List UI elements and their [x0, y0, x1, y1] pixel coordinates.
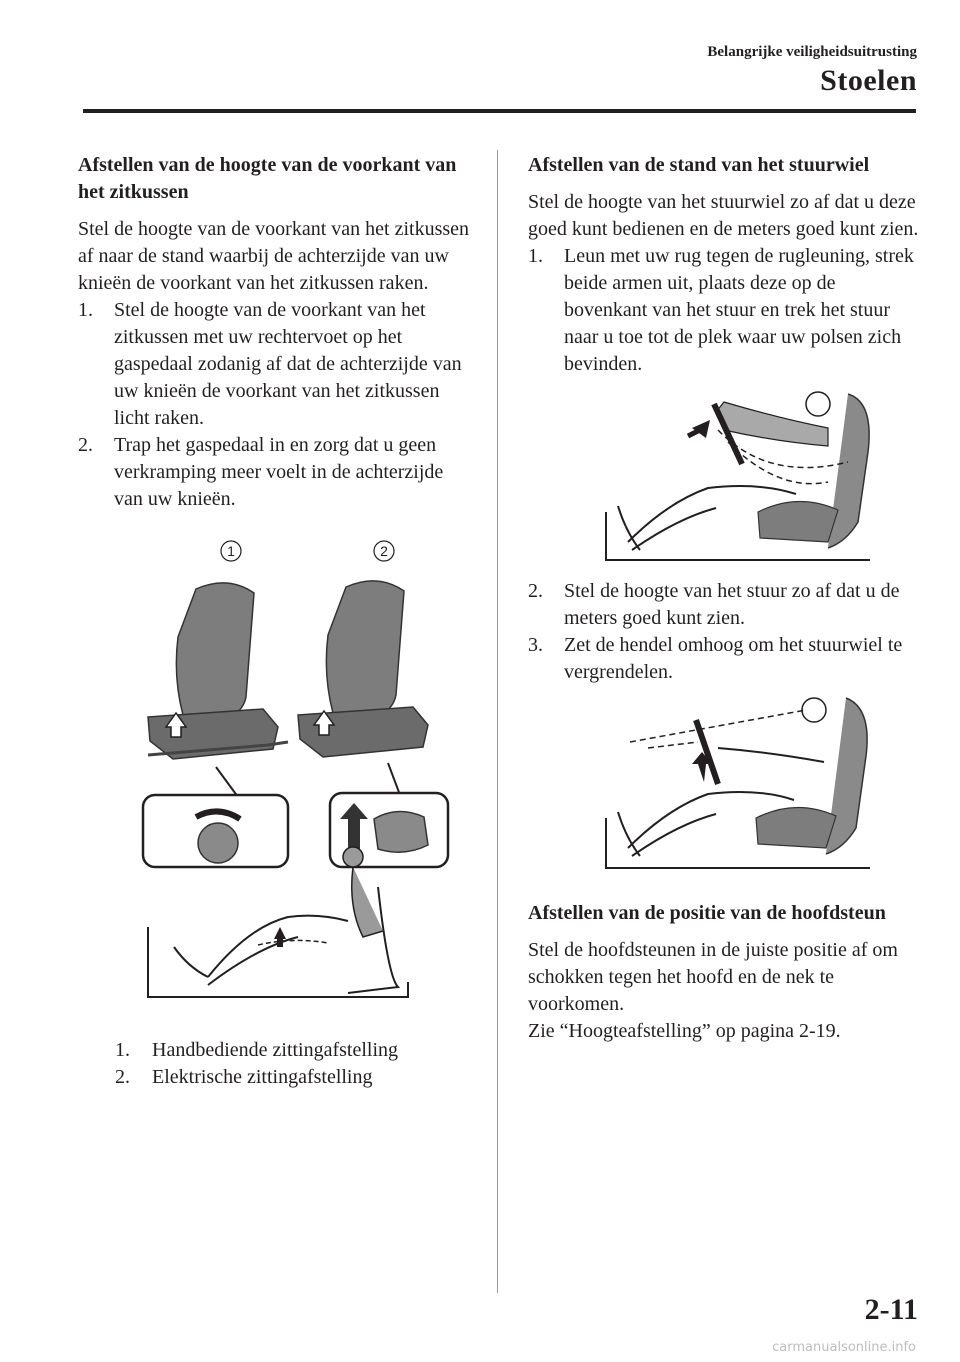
right-column — [528, 152, 920, 1045]
section-label: Belangrijke veiligheidsuitrusting — [707, 44, 917, 60]
steering-height-illustration — [528, 692, 920, 880]
seat-steps-list — [78, 297, 472, 513]
watermark-text: carmanualsonline.info — [772, 1340, 916, 1355]
header-rule — [83, 109, 916, 113]
page-number: 2-11 — [864, 1293, 918, 1326]
steering-steps-list-2 — [528, 578, 920, 686]
list-item: 2. Elektrische zittingafstelling — [115, 1066, 373, 1088]
svg-text:1: 1 — [227, 543, 235, 559]
intro-seat-front-height: Stel de hoogte van de voorkant van het zitkussen af naar de stand waarbij de achterzijde van uw knieën de voorkant van het zitkussen raken. — [78, 218, 470, 294]
intro-steering-wheel: Stel de hoogte van het stuurwiel zo af dat u deze goed kunt bedienen en de meters goed kunt zien. — [528, 191, 919, 240]
heading-steering-wheel: Afstellen van de stand van het stuurwiel — [528, 154, 870, 176]
list-item: 1. Leun met uw rug tegen de rugleuning, strek beide armen uit, plaats deze op de bovenkant van het stuur en trek het stuur naar u toe tot de plek waar uw polsen zich bevinden. — [528, 245, 914, 375]
seat-illustration — [78, 527, 472, 1037]
power-seat-image — [298, 581, 428, 757]
manual-knob-callout — [143, 767, 288, 867]
figure-caption-list — [115, 1037, 472, 1091]
intro-headrest: Stel de hoofdsteunen in de juiste positie af om schokken tegen het hoofd en de nek te voorkomen. — [528, 939, 898, 1015]
seat-adjustment-figure — [78, 527, 472, 1037]
left-column — [78, 152, 472, 1091]
steering-steps-list-1 — [528, 243, 920, 378]
manual-seat-image — [148, 583, 288, 759]
figure-label-1 — [221, 541, 241, 561]
seated-driver-illustration — [148, 847, 408, 997]
steering-reach-illustration — [528, 382, 920, 578]
steering-height-figure — [528, 692, 920, 880]
steering-reach-figure — [528, 382, 920, 578]
column-divider — [497, 150, 498, 1293]
svg-text:2: 2 — [380, 543, 388, 559]
heading-seat-front-height: Afstellen van de hoogte van de voorkant van het zitkussen — [78, 154, 457, 203]
list-item: 2. Trap het gaspedaal in en zorg dat u geen verkramping meer voelt in de achterzijde van uw knieën. — [78, 434, 444, 510]
list-item: 2. Stel de hoogte van het stuur zo af dat u de meters goed kunt zien. — [528, 580, 900, 629]
list-item: 1. Stel de hoogte van de voorkant van het zitkussen met uw rechtervoet op het gaspedaal zodanig af dat de achterzijde van uw knieën de voorkant van het zitkussen licht raken. — [78, 299, 462, 429]
list-item: 3. Zet de hendel omhoog om het stuurwiel te vergrendelen. — [528, 634, 903, 683]
page-title: Stoelen — [820, 64, 917, 97]
headrest-reference: Zie “Hoogteafstelling” op pagina 2-19. — [528, 1020, 841, 1042]
list-item: 1. Handbediende zittingafstelling — [115, 1039, 399, 1061]
heading-headrest: Afstellen van de positie van de hoofdsteun — [528, 902, 886, 924]
figure-label-2 — [374, 541, 394, 561]
